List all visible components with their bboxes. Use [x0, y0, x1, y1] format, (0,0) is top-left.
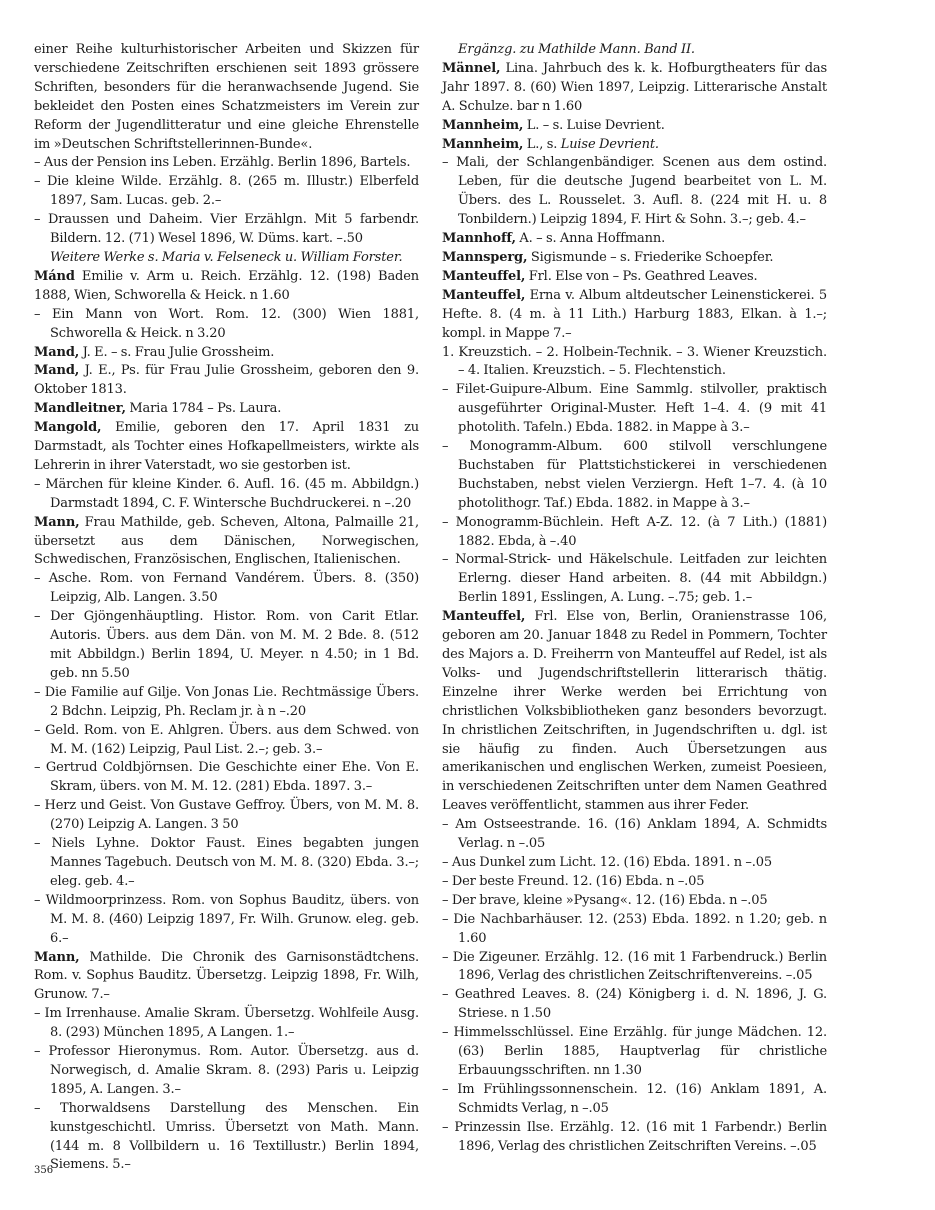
- entry-work: – Asche. Rom. von Fernand Vandérem. Übers. 8. (350) Leipzig, Alb. Langen. 3.50: [34, 571, 419, 606]
- entry-heading: [442, 136, 827, 155]
- entry-work: – Geathred Leaves. 8. (24) Königberg i. d. N. 1896, J. G. Striese. n 1.50: [442, 987, 827, 1022]
- entry-work: – Professor Hieronymus. Rom. Autor. Übersetzg. aus d. Norwegisch, d. Amalie Skram. 8. (293) Paris u. Leipzig 1895, A. Langen. 3.–: [34, 1044, 419, 1097]
- entry-text: A. – s. Anna Hoffmann.: [515, 231, 666, 247]
- entry-text: J. E. – s. Frau Julie Grossheim.: [79, 344, 275, 360]
- entry-heading: [34, 400, 419, 419]
- entry-name: Mand,: [34, 344, 80, 360]
- entry-name: Mannheim,: [442, 117, 524, 133]
- page-number: 356: [34, 1165, 54, 1176]
- entry-name: Mand,: [34, 363, 80, 379]
- entry-text: Frl. Else von – Ps. Geathred Leaves.: [525, 268, 758, 284]
- entry-work: – Gertrud Coldbjörnsen. Die Geschichte einer Ehe. Von E. Skram, übers. von M. M. 12. (281) Ebda. 1897. 3.–: [34, 760, 419, 795]
- entry-heading: [34, 268, 419, 306]
- entry-heading: [442, 287, 827, 344]
- entry-work: – Draussen und Daheim. Vier Erzählgn. Mit 5 farbendr. Bildern. 12. (71) Wesel 1896, W. Düms. kart. –.50: [34, 212, 419, 247]
- entry-name: Männel,: [442, 60, 501, 76]
- entry-text: Frau Mathilde, geb. Scheven, Altona, Palmaille 21, übersetzt aus dem Dänischen, Norwegischen, Schwedischen, Französischen, Englischen, Italienischen.: [34, 514, 419, 568]
- entry-name: Mannheim,: [442, 136, 524, 152]
- entry-work: – Am Ostseestrande. 16. (16) Anklam 1894, A. Schmidts Verlag. n –.05: [442, 817, 827, 852]
- entry-heading: [34, 419, 419, 476]
- entry-work: – Thorwaldsens Darstellung des Menschen. Ein kunstgeschichtl. Umriss. Übersetzt von Math. Mann. (144 m. 8 Vollbildern u. 16 Textillustr.) Berlin 1894, Siemens. 5.–: [34, 1100, 419, 1173]
- entry-work: – Prinzessin Ilse. Erzählg. 12. (16 mit 1 Farbendr.) Berlin 1896, Verlag des christlichen Zeitschriften Vereins. –.05: [442, 1119, 827, 1154]
- entry-work: – Filet-Guipure-Album. Eine Sammlg. stilvoller, praktisch ausgeführter Original-Muster. Heft 1–4. 4. (9 mit 41 photolith. Tafeln.) Ebda. 1882. in Mappe à 3.–: [442, 382, 827, 436]
- entry-text: Mathilde. Die Chronik des Garnisonstädtchens. Rom. v. Sophus Bauditz. Übersetzg. Leipzig 1898, Fr. Wilh, Grunow. 7.–: [34, 949, 419, 1003]
- entry-work: – Die Familie auf Gilje. Von Jonas Lie. Rechtmässige Übers. 2 Bdchn. Leipzig, Ph. Reclam jr. à n –.20: [34, 684, 419, 719]
- entry-heading: [34, 362, 419, 400]
- entry-work: – Die Zigeuner. Erzählg. 12. (16 mit 1 Farbendruck.) Berlin 1896, Verlag des christlichen Zeitschriftenvereins. –.05: [442, 949, 827, 984]
- entry-heading: [34, 344, 419, 363]
- entry-work: – Die kleine Wilde. Erzählg. 8. (265 m. Illustr.) Elberfeld 1897, Sam. Lucas. geb. 2.–: [34, 174, 419, 209]
- entry-name: Mannsperg,: [442, 249, 528, 265]
- entry-work: – Die Nachbarhäuser. 12. (253) Ebda. 1892. n 1.20; geb. n 1.60: [442, 911, 827, 946]
- entry-work: – Im Irrenhause. Amalie Skram. Übersetzg. Wohlfeile Ausg. 8. (293) München 1895, A Langen. 1.–: [34, 1006, 419, 1041]
- entry-text: Maria 1784 – Ps. Laura.: [125, 401, 282, 417]
- entry-work: – Geld. Rom. von E. Ahlgren. Übers. aus dem Schwed. von M. M. (162) Leipzig, Paul List. 2.–; geb. 3.–: [34, 722, 419, 757]
- entry-note: Weitere Werke s. Maria v. Felseneck u. William Forster.: [50, 249, 403, 265]
- entry-heading: [34, 514, 419, 571]
- right-column: [442, 41, 827, 1156]
- entry-text: Lina. Jahrbuch des k. k. Hofburgtheaters für das Jahr 1897. 8. (60) Wien 1897, Leipzig. Litterarische Anstalt A. Schulze. bar n 1.60: [442, 60, 827, 114]
- entry-text: Erna v. Album altdeutscher Leinenstickerei. 5 Hefte. 8. (4 m. à 11 Lith.) Harburg 1883, Elkan. à 1.–; kompl. in Mappe 7.–: [442, 287, 827, 341]
- entry-work: – Im Frühlingssonnenschein. 12. (16) Anklam 1891, A. Schmidts Verlag, n –.05: [442, 1081, 827, 1116]
- entry-work: – Aus Dunkel zum Licht. 12. (16) Ebda. 1891. n –.05: [442, 854, 772, 870]
- entry-text: Emilie, geboren den 17. April 1831 zu Darmstadt, als Tochter eines Hofkapellmeisters, wirkte als Lehrerin in ihrer Vaterstadt, wo sie gestorben ist.: [34, 420, 419, 473]
- entry-work: – Märchen für kleine Kinder. 6. Aufl. 16. (45 m. Abbildgn.) Darmstadt 1894, C. F. Wintersche Buchdruckerei. n –.20: [34, 476, 419, 511]
- entry-heading: [442, 608, 827, 816]
- entry-work: – Der Gjöngenhäuptling. Histor. Rom. von Carit Etlar. Autoris. Übers. aus dem Dän. von M. M. 2 Bde. 8. (512 mit Abbildgn.) Berlin 1894, U. Meyer. n 4.50; in 1 Bd. geb. nn 5.50: [34, 609, 419, 681]
- entry-name: Manteuffel,: [442, 287, 526, 303]
- entry-name: Mangold,: [34, 420, 102, 436]
- entry-text: Emilie v. Arm u. Reich. Erzählg. 12. (198) Baden 1888, Wien, Schworella & Heick. n 1.60: [34, 268, 419, 303]
- entry-work: – Himmelsschlüssel. Eine Erzählg. für junge Mädchen. 12. (63) Berlin 1885, Hauptverlag für christliche Erbauungsschriften. nn 1.30: [442, 1025, 827, 1078]
- entry-work: – Normal-Strick- und Häkelschule. Leitfaden zur leichten Erlerng. dieser Hand arbeiten. 8. (44 mit Abbildgn.) Berlin 1891, Esslingen, A. Lung. –.75; geb. 1.–: [442, 552, 827, 606]
- entry-work: – Der brave, kleine »Pysang«. 12. (16) Ebda. n –.05: [442, 892, 768, 908]
- entry-work: – Niels Lyhne. Doktor Faust. Eines begabten jungen Mannes Tagebuch. Deutsch von M. M. 8. (320) Ebda. 3.–; eleg. geb. 4.–: [34, 836, 419, 889]
- entry-name: Mánd: [34, 268, 75, 284]
- entry-text: L. – s. Luise Devrient.: [523, 117, 665, 133]
- left-column: [34, 41, 419, 1175]
- entry-text: J. E., Ps. für Frau Julie Grossheim, geboren den 9. Oktober 1813.: [34, 363, 419, 398]
- entry-work: – Herz und Geist. Von Gustave Geffroy. Übers, von M. M. 8. (270) Leipzig A. Langen. 3 50: [34, 798, 419, 833]
- entry-heading: [442, 249, 827, 268]
- entry-work: – Ein Mann von Wort. Rom. 12. (300) Wien 1881, Schworella & Heick. n 3.20: [34, 306, 419, 341]
- entry-heading: [442, 60, 827, 117]
- entry-text: Sigismunde – s. Friederike Schoepfer.: [527, 249, 774, 265]
- entry-work: – Monogramm-Büchlein. Heft A-Z. 12. (à 7 Lith.) (1881) 1882. Ebda, à –.40: [442, 514, 827, 549]
- entry-name: Mann,: [34, 949, 80, 965]
- entry-list: 1. Kreuzstich. – 2. Holbein-Technik. – 3. Wiener Kreuzstich. – 4. Italien. Kreuzstich. – 5. Flechtenstich.: [442, 344, 827, 379]
- entry-work: – Wildmoorprinzess. Rom. von Sophus Bauditz, übers. von M. M. 8. (460) Leipzig 1897, Fr. Wilh. Grunow. eleg. geb. 6.–: [34, 892, 419, 946]
- entry-heading: [34, 949, 419, 1006]
- entry-name: Mandleitner,: [34, 401, 126, 417]
- entry-name: Mann,: [34, 514, 80, 530]
- entry-name: Manteuffel,: [442, 609, 526, 625]
- entry-name: Mannhoff,: [442, 231, 516, 247]
- entry-note: Ergänzg. zu Mathilde Mann. Band II.: [458, 42, 695, 57]
- entry-heading: [442, 268, 827, 287]
- entry-work: – Mali, der Schlangenbändiger. Scenen aus dem ostind. Leben, für die deutsche Jugend bearbeitet von L. M. Übers. des L. Rousselet. 3. Aufl. 8. (224 mit H. u. 8 Tonbildern.) Leipzig 1894, F. Hirt & Sohn. 3.–; geb. 4.–: [442, 155, 827, 228]
- entry-work: – Der beste Freund. 12. (16) Ebda. n –.05: [442, 873, 705, 889]
- entry-work: – Monogramm-Album. 600 stilvoll verschlungene Buchstaben für Plattstichstickerei in verschiedenen Buchstaben, nebst vielen Verziergn. Heft 1–7. 4. (à 10 photolithogr. Taf.) Ebda. 1882. in Mappe à 3.–: [442, 439, 827, 511]
- entry-text: L., s.: [523, 136, 561, 152]
- entry-work: – Aus der Pension ins Leben. Erzählg. Berlin 1896, Bartels.: [34, 155, 411, 171]
- entry-ref: Luise Devrient.: [560, 136, 659, 152]
- entry-heading: [442, 117, 827, 136]
- entry-name: Manteuffel,: [442, 268, 526, 284]
- entry-text: Frl. Else von, Berlin, Oranienstrasse 106, geboren am 20. Januar 1848 zu Redel in Pommern, Tochter des Majors a. D. Freiherrn von Manteuffel auf Redel, ist als Volks- und Jugendschriftstellerin litterarisch thätig. Einzelne ihrer Werke werden bei Errichtung von christlichen Volksbibliotheken ganz besonders bevorzugt. In christlichen Zeitschriften, in Jugendschriften u. dgl. ist sie häufig zu finden. Auch Übersetzungen aus amerikanischen und englischen Werken, zumeist Poesieen, in verschiedenen Zeitschriften unter dem Namen Geathred Leaves veröffentlicht, stammen aus ihrer Feder.: [442, 609, 827, 814]
- entry-heading: [442, 230, 827, 249]
- entry-continuation: einer Reihe kulturhistorischer Arbeiten und Skizzen für verschiedene Zeitschriften erschienen seit 1893 grössere Schriften, besonders für die heranwachsende Jugend. Sie bekleidet den Posten eines Schatzmeisters im Verein zur Reform der Jugendlitteratur und eine gleiche Ehrenstelle im »Deutschen Schriftstellerinnen-Bunde«.: [34, 42, 419, 152]
